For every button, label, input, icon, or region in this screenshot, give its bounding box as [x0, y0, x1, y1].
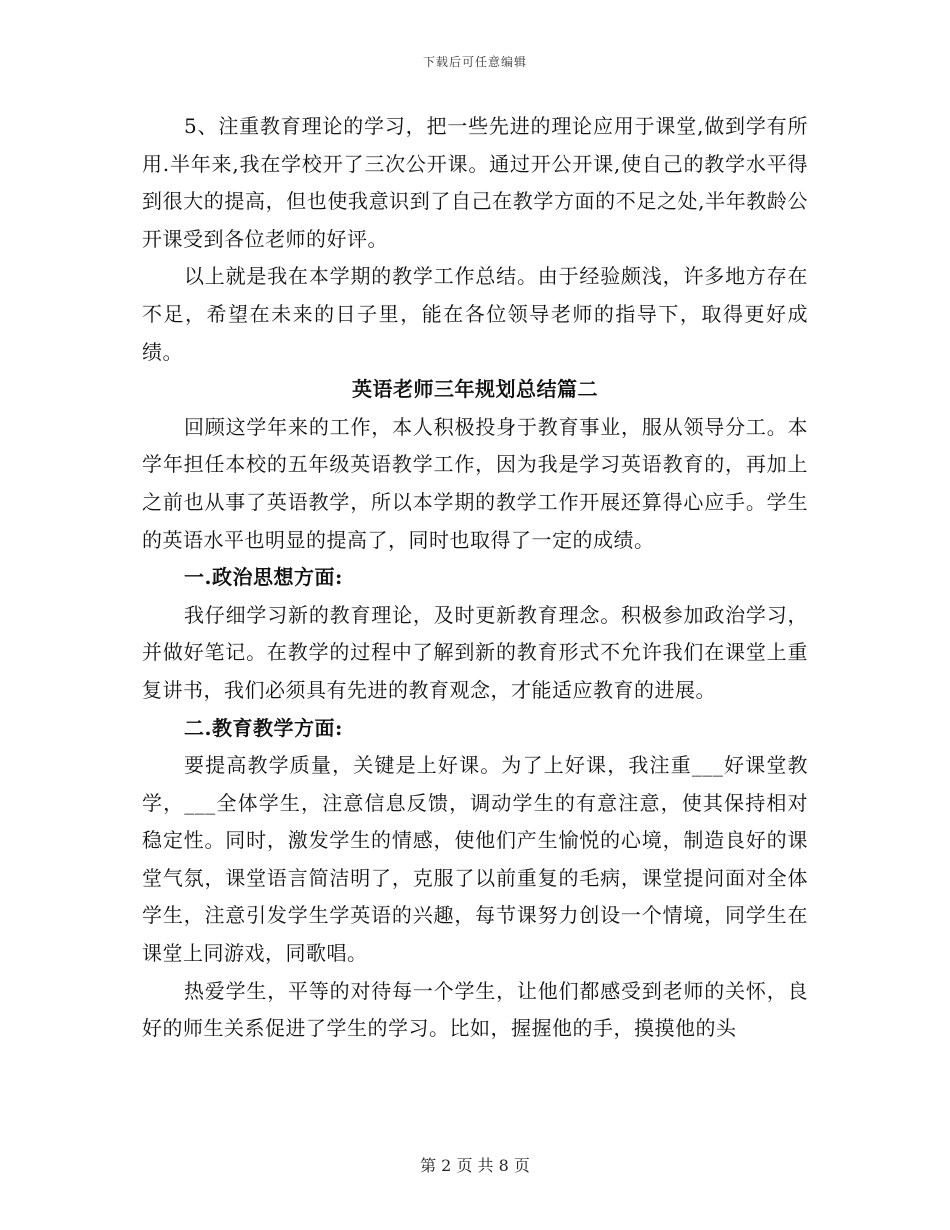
- paragraph-6: 热爱学生，平等的对待每一个学生，让他们都感受到老师的关怀，良好的师生关系促进了学生的学习。比如，握握他的手，摸摸他的头: [142, 978, 808, 1041]
- paragraph-2: 以上就是我在本学期的教学工作总结。由于经验颇浅，许多地方存在不足，希望在未来的日子里，能在各位领导老师的指导下，取得更好成绩。: [142, 264, 808, 364]
- document-body: [142, 108, 808, 1048]
- paragraph-4: 我仔细学习新的教育理论，及时更新教育理念。积极参加政治学习，并做好笔记。在教学的过程中了解到新的教育形式不允许我们在课堂上重复讲书，我们必须具有先进的教育观念，才能适应教育的进展。: [142, 602, 808, 702]
- subheading-teaching: 二.教育教学方面:: [184, 715, 343, 740]
- header-note: 下载后可任意编辑: [422, 55, 527, 69]
- subheading-politics: 一.政治思想方面:: [184, 565, 343, 590]
- page-number: 第 2 页 共 8 页: [420, 1156, 530, 1175]
- paragraph-1: 5、注重教育理论的学习，把一些先进的理论应用于课堂,做到学有所用.半年来,我在学校开了三次公开课。通过开公开课,使自己的教学水平得到很大的提高，但也使我意识到了自己在教学方面的不足之处,半年教龄公开课受到各位老师的好评。: [142, 114, 808, 251]
- paragraph-5: 要提高教学质量，关键是上好课。为了上好课，我注重___好课堂教学，___全体学生，注意信息反馈，调动学生的有意注意，使其保持相对稳定性。同时，激发学生的情感，使他们产生愉悦的心境，制造良好的课堂气氛，课堂语言简洁明了，克服了以前重复的毛病，课堂提问面对全体学生，注意引发学生学英语的兴趣，每节课努力创设一个情境，同学生在课堂上同游戏，同歌唱。: [142, 753, 808, 966]
- section-title: 英语老师三年规划总结篇二: [352, 377, 598, 402]
- paragraph-3: 回顾这学年来的工作，本人积极投身于教育事业，服从领导分工。本学年担任本校的五年级英语教学工作，因为我是学习英语教育的，再加上之前也从事了英语教学，所以本学期的教学工作开展还算得心应手。学生的英语水平也明显的提高了，同时也取得了一定的成绩。: [142, 414, 808, 552]
